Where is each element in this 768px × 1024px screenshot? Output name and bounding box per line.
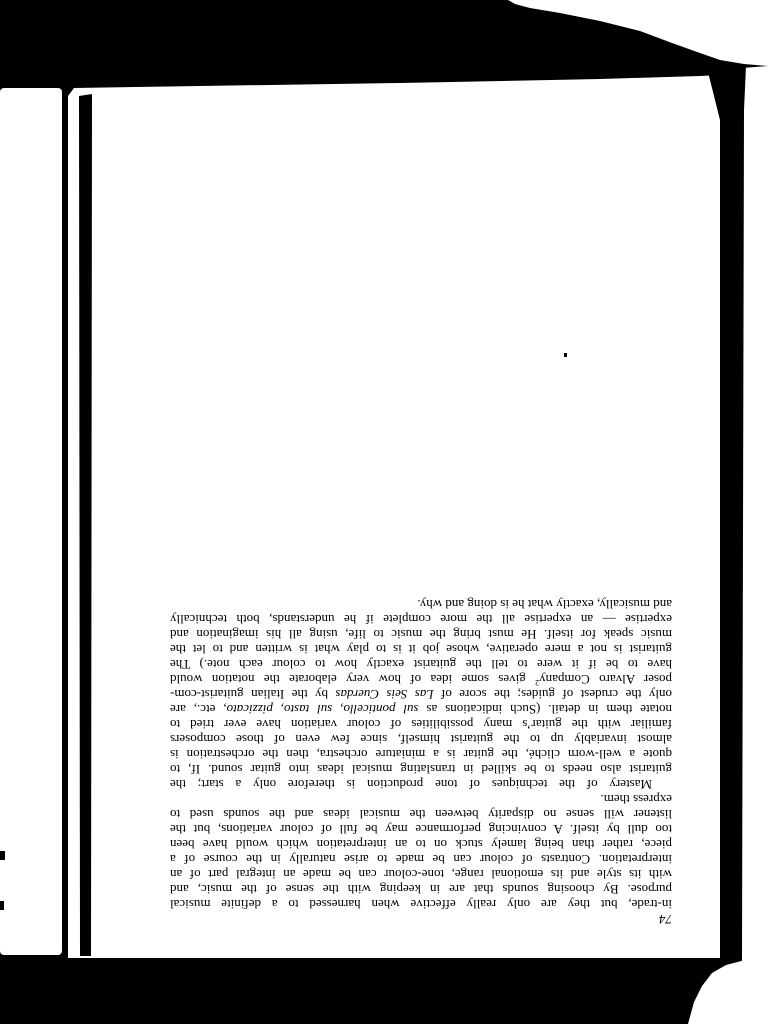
paragraph xyxy=(170,792,672,912)
text-line xyxy=(170,702,672,717)
left-page-text-fragment xyxy=(0,901,4,910)
dust-speck xyxy=(564,353,567,357)
left-page-text-fragment xyxy=(0,851,5,860)
text-line: guitarist also needs to be skilled in translating musical ideas into guitar sound. If, to xyxy=(170,762,672,777)
paper-right-margin xyxy=(742,66,768,1024)
line-segment: by the Italian guitarist-com- xyxy=(170,687,336,702)
line-segment: gives some idea of how very elaborate the notation would xyxy=(170,672,536,687)
text-line: interpretation. Contrasts of colour can be made to arise naturally in the course of a xyxy=(170,852,672,867)
text-line: have to be if it were to tell the guitarist exactly how to colour each note.) The xyxy=(170,657,672,672)
paragraph xyxy=(170,597,672,792)
text-line: and musically, exactly what he is doing and why. xyxy=(417,597,672,612)
gutter-shadow xyxy=(79,94,92,956)
text-line: listener will sense no disparity between the musical ideas and the sounds used to xyxy=(170,807,672,822)
text-line: too dull by itself. A convincing performance may be full of colour variations, but the xyxy=(170,822,672,837)
text-line: almost invariably up to the guitarist himself, since few even of those composers xyxy=(170,732,672,747)
line-segment: notate them in detail. (Such indications as xyxy=(418,702,672,717)
text-line xyxy=(170,687,672,702)
page-number: 74 xyxy=(659,912,672,927)
text-line: purpose. By choosing sounds that are in keeping with the sense of the music, and xyxy=(170,882,672,897)
text-line: Mastery of the techniques of tone production is therefore only a start; the xyxy=(170,777,652,792)
text-block xyxy=(170,597,672,927)
line-segment: only the crudest of guides; the score of xyxy=(433,687,672,702)
text-line xyxy=(170,672,672,687)
text-line: expertise — an expertise all the more complete if he understands, both technically xyxy=(170,612,672,627)
text-line: guitarist is not a mere operative, whose job it is to play what is written and to let the xyxy=(170,642,672,657)
italic-term: sul ponticello, sul tasto, pizzicato xyxy=(226,702,419,717)
italic-title: Las Seis Cuerdas xyxy=(335,687,434,702)
text-line: piece, rather than being lamely stuck on to an interpretation which would have been xyxy=(170,837,672,852)
text-line: familiar with the guitar’s many possibilities of colour variation have ever tried to xyxy=(170,717,672,732)
footnote-marker: 2 xyxy=(535,678,540,687)
text-line: express them. xyxy=(600,792,672,807)
text-line: music speak for itself. He must bring the music to life, using all his imagination and xyxy=(170,627,672,642)
line-segment: , etc., are xyxy=(170,702,227,717)
left-page xyxy=(0,88,62,955)
text-line: quote a well-worn cliché, the guitar is a miniature orchestra, then the orchestration is xyxy=(170,747,672,762)
line-segment: poser Alvaro Company xyxy=(539,672,672,687)
text-line: with its style and its emotional range, tone-colour can be made an integral part of an xyxy=(170,867,672,882)
text-line: in-trade, but they are only really effective when harnessed to a definite musical xyxy=(170,897,672,912)
